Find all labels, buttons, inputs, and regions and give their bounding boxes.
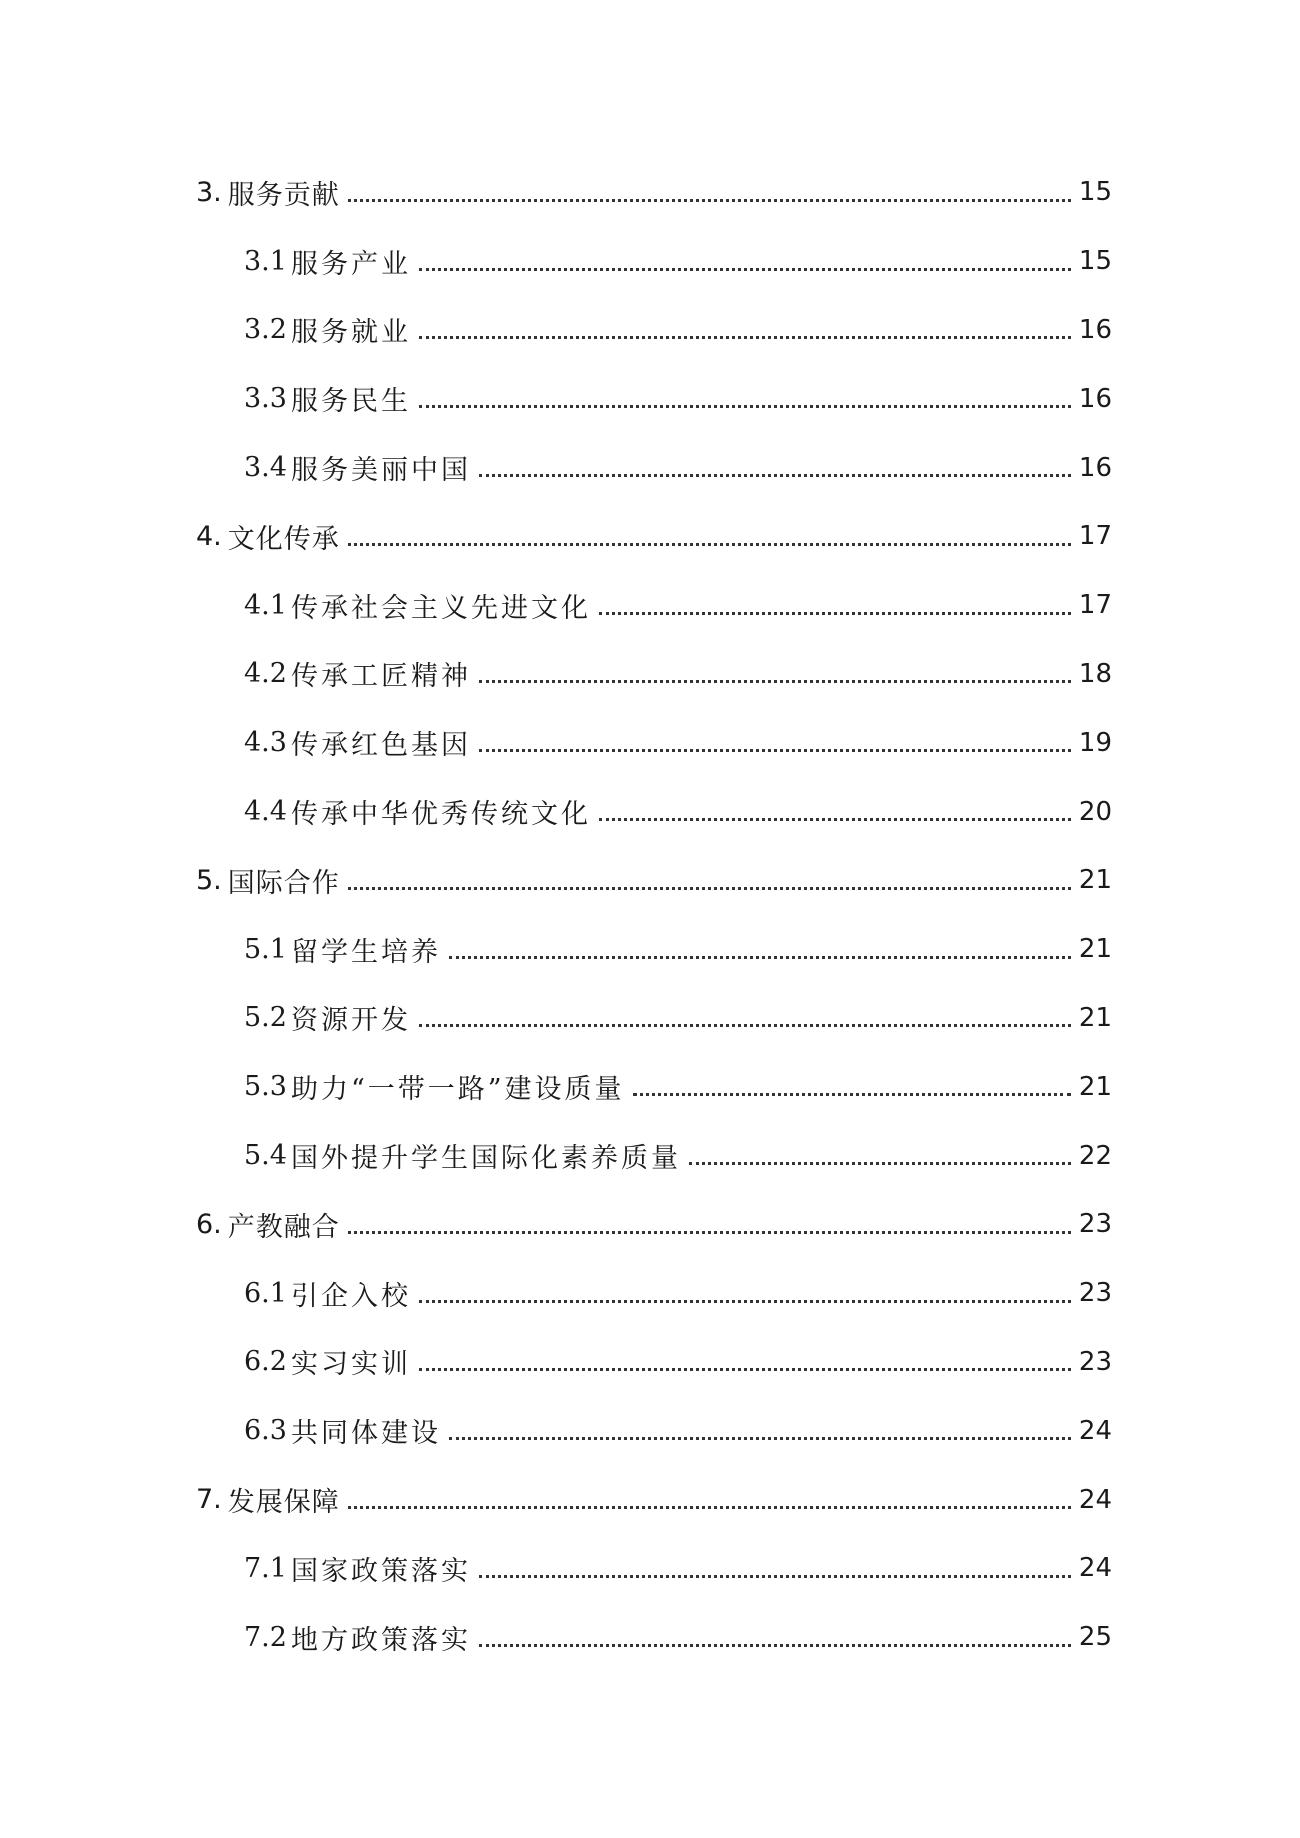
- toc-entry-page: 24: [1078, 1415, 1112, 1446]
- toc-entry-number: 5.1: [244, 933, 287, 965]
- toc-entry-number: 7.2: [244, 1621, 287, 1653]
- toc-entry[interactable]: [0, 227, 1300, 296]
- toc-entry-title: 资源开发: [290, 1005, 411, 1037]
- toc-entry-page: 24: [1078, 1553, 1112, 1584]
- toc-entry[interactable]: [0, 708, 1300, 777]
- toc-dot-leader: [449, 956, 1071, 959]
- toc-entry-title: 文化传承: [227, 523, 340, 555]
- toc-dot-leader: [479, 1644, 1071, 1647]
- toc-entry-number: 4.4: [244, 796, 287, 828]
- toc-entry-page: 23: [1078, 1209, 1112, 1240]
- toc-entry-number: 6.3: [244, 1415, 287, 1447]
- toc-entry[interactable]: [0, 364, 1300, 433]
- toc-dot-leader: [419, 1024, 1071, 1027]
- toc-entry-page: 20: [1078, 796, 1112, 827]
- toc-dot-leader: [348, 543, 1071, 546]
- toc-entry-number: 3.4: [244, 452, 287, 484]
- toc-dot-leader: [419, 336, 1071, 339]
- toc-dot-leader: [348, 1506, 1071, 1509]
- toc-dot-leader: [479, 680, 1071, 683]
- toc-entry-page: 17: [1078, 521, 1112, 552]
- toc-entry[interactable]: [0, 571, 1300, 640]
- toc-entry[interactable]: [0, 1328, 1300, 1397]
- toc-entry-page: 21: [1078, 934, 1112, 965]
- toc-entry-title: 实习实训: [290, 1349, 411, 1381]
- toc-dot-leader: [479, 749, 1071, 752]
- toc-entry-title: 国家政策落实: [290, 1555, 471, 1587]
- toc-dot-leader: [419, 1300, 1071, 1303]
- toc-entry-number: 6.2: [244, 1346, 287, 1378]
- toc-entry-number: 6.: [196, 1208, 222, 1240]
- toc-entry-number: 3.: [196, 176, 222, 208]
- toc-dot-leader: [419, 268, 1071, 271]
- toc-entry-title: 传承社会主义先进文化: [290, 592, 591, 624]
- toc-dot-leader: [689, 1162, 1071, 1165]
- toc-entry[interactable]: [0, 984, 1300, 1053]
- toc-entry-number: 7.1: [244, 1552, 287, 1584]
- toc-entry[interactable]: [0, 158, 1300, 227]
- toc-entry-number: 4.: [196, 520, 222, 552]
- toc-dot-leader: [348, 1231, 1071, 1234]
- toc-dot-leader: [599, 612, 1071, 615]
- toc-entry-page: 23: [1078, 1278, 1112, 1309]
- toc-entry-title: 服务民生: [290, 386, 411, 418]
- toc-entry-page: 24: [1078, 1484, 1112, 1515]
- toc-entry-number: 6.1: [244, 1277, 287, 1309]
- toc-entry-title: 服务产业: [290, 248, 411, 280]
- toc-entry-number: 3.2: [244, 314, 287, 346]
- toc-entry-page: 18: [1078, 658, 1112, 689]
- toc-entry-title: 地方政策落实: [290, 1624, 471, 1656]
- toc-entry-title: 传承中华优秀传统文化: [290, 799, 591, 831]
- toc-entry-page: 21: [1078, 865, 1112, 896]
- toc-entry[interactable]: [0, 1396, 1300, 1465]
- toc-entry-title: 产教融合: [227, 1211, 340, 1243]
- toc-entry[interactable]: [0, 502, 1300, 571]
- toc-entry-page: 21: [1078, 1002, 1112, 1033]
- toc-entry-page: 25: [1078, 1622, 1112, 1653]
- toc-entry-number: 3.3: [244, 383, 287, 415]
- toc-entry-title: 传承工匠精神: [290, 661, 471, 693]
- toc-dot-leader: [479, 1575, 1071, 1578]
- toc-entry-page: 16: [1078, 383, 1112, 414]
- toc-entry[interactable]: [0, 1603, 1300, 1672]
- toc-entry-number: 5.: [196, 864, 222, 896]
- toc-dot-leader: [633, 1093, 1071, 1096]
- toc-entry[interactable]: [0, 433, 1300, 502]
- toc-entry-number: 5.3: [244, 1071, 287, 1103]
- toc-entry-page: 21: [1078, 1071, 1112, 1102]
- toc-entry-number: 5.4: [244, 1140, 287, 1172]
- toc-entry[interactable]: [0, 640, 1300, 709]
- toc-entry-title: 共同体建设: [290, 1418, 441, 1450]
- toc-entry-number: 3.1: [244, 245, 287, 277]
- toc-entry-title: 留学生培养: [290, 936, 441, 968]
- toc-entry-number: 4.2: [244, 658, 287, 690]
- toc-entry-title: 助力“一带一路”建设质量: [290, 1074, 625, 1106]
- table-of-contents: [0, 158, 1300, 1672]
- toc-entry[interactable]: [0, 1465, 1300, 1534]
- toc-entry-page: 23: [1078, 1346, 1112, 1377]
- toc-entry[interactable]: [0, 846, 1300, 915]
- toc-entry-title: 服务就业: [290, 317, 411, 349]
- toc-entry-title: 国外提升学生国际化素养质量: [290, 1143, 681, 1175]
- toc-dot-leader: [479, 474, 1071, 477]
- toc-entry[interactable]: [0, 1121, 1300, 1190]
- toc-entry-title: 服务美丽中国: [290, 455, 471, 487]
- toc-entry-page: 16: [1078, 314, 1112, 345]
- toc-entry-page: 15: [1078, 246, 1112, 277]
- toc-entry-title: 发展保障: [227, 1487, 340, 1519]
- toc-entry-title: 国际合作: [227, 867, 340, 899]
- toc-entry-title: 传承红色基因: [290, 730, 471, 762]
- toc-entry-page: 19: [1078, 727, 1112, 758]
- toc-dot-leader: [599, 818, 1071, 821]
- toc-dot-leader: [419, 405, 1071, 408]
- toc-entry-page: 22: [1078, 1140, 1112, 1171]
- toc-dot-leader: [348, 887, 1071, 890]
- toc-entry[interactable]: [0, 1052, 1300, 1121]
- toc-entry[interactable]: [0, 1190, 1300, 1259]
- toc-entry-title: 引企入校: [290, 1280, 411, 1312]
- toc-entry-page: 16: [1078, 452, 1112, 483]
- toc-entry-number: 5.2: [244, 1002, 287, 1034]
- toc-entry[interactable]: [0, 915, 1300, 984]
- toc-entry-page: 15: [1078, 177, 1112, 208]
- toc-dot-leader: [348, 199, 1071, 202]
- toc-entry-title: 服务贡献: [227, 179, 340, 211]
- toc-entry-page: 17: [1078, 590, 1112, 621]
- toc-dot-leader: [449, 1437, 1071, 1440]
- toc-entry[interactable]: [0, 1259, 1300, 1328]
- toc-dot-leader: [419, 1368, 1071, 1371]
- toc-entry[interactable]: [0, 1534, 1300, 1603]
- toc-entry-number: 7.: [196, 1484, 222, 1516]
- toc-entry[interactable]: [0, 777, 1300, 846]
- toc-entry-number: 4.1: [244, 589, 287, 621]
- toc-entry-number: 4.3: [244, 727, 287, 759]
- toc-entry[interactable]: [0, 296, 1300, 365]
